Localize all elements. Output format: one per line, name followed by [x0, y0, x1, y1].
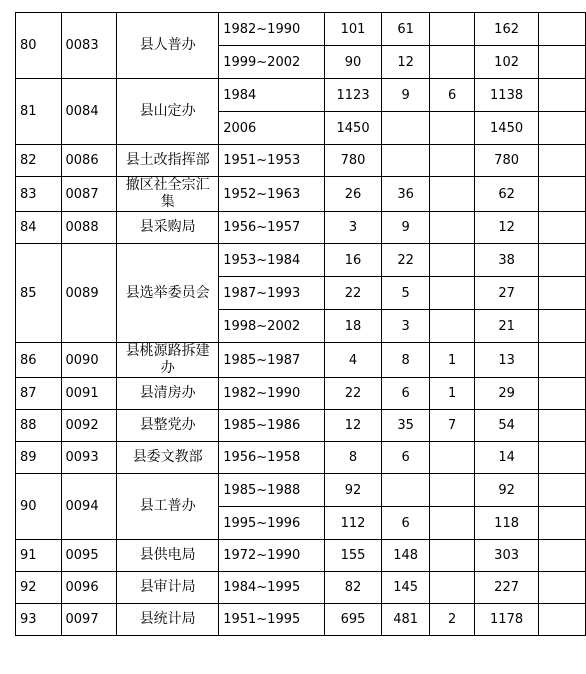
unit-name-cell: 县审计局: [117, 572, 219, 604]
period-cell: 1952~1963: [219, 177, 325, 212]
remark-cell: [538, 474, 585, 507]
count-a-cell: 101: [324, 13, 382, 46]
table-row: [16, 604, 586, 636]
count-a-cell: 3: [324, 212, 382, 244]
count-a-cell: 12: [324, 410, 382, 442]
count-a-cell: 22: [324, 277, 382, 310]
total-cell: 54: [475, 410, 538, 442]
count-a-cell: 22: [324, 378, 382, 410]
count-b-cell: 6: [382, 507, 430, 540]
period-cell: 1982~1990: [219, 378, 325, 410]
count-b-cell: 148: [382, 540, 430, 572]
table-row: [16, 378, 586, 410]
row-number-cell: 87: [16, 378, 62, 410]
count-b-cell: 9: [382, 212, 430, 244]
remark-cell: [538, 46, 585, 79]
count-b-cell: 12: [382, 46, 430, 79]
unit-name-cell: 撤区社全宗汇集: [117, 177, 219, 212]
count-c-cell: [430, 277, 475, 310]
table-row: [16, 572, 586, 604]
period-cell: 1982~1990: [219, 13, 325, 46]
unit-name-cell: 县整党办: [117, 410, 219, 442]
unit-name-cell: 县山定办: [117, 79, 219, 145]
fonds-code-cell: 0083: [61, 13, 117, 79]
count-c-cell: 1: [430, 343, 475, 378]
count-c-cell: 2: [430, 604, 475, 636]
count-a-cell: 82: [324, 572, 382, 604]
unit-name-cell: 县选举委员会: [117, 244, 219, 343]
row-number-cell: 82: [16, 145, 62, 177]
count-b-cell: 6: [382, 378, 430, 410]
period-cell: 1984: [219, 79, 325, 112]
count-c-cell: 6: [430, 79, 475, 112]
row-number-cell: 86: [16, 343, 62, 378]
unit-name-cell: 县人普办: [117, 13, 219, 79]
unit-name-cell: 县土改指挥部: [117, 145, 219, 177]
fonds-code-cell: 0084: [61, 79, 117, 145]
archive-table: [15, 12, 586, 636]
row-number-cell: 90: [16, 474, 62, 540]
period-cell: 1985~1988: [219, 474, 325, 507]
count-c-cell: [430, 474, 475, 507]
total-cell: 13: [475, 343, 538, 378]
count-a-cell: 26: [324, 177, 382, 212]
period-cell: 1956~1958: [219, 442, 325, 474]
table-row: [16, 410, 586, 442]
total-cell: 12: [475, 212, 538, 244]
count-a-cell: 780: [324, 145, 382, 177]
total-cell: 118: [475, 507, 538, 540]
row-number-cell: 81: [16, 79, 62, 145]
unit-name-cell: 县桃源路拆建办: [117, 343, 219, 378]
row-number-cell: 88: [16, 410, 62, 442]
unit-name-cell: 县采购局: [117, 212, 219, 244]
count-c-cell: [430, 507, 475, 540]
period-cell: 2006: [219, 112, 325, 145]
count-a-cell: 112: [324, 507, 382, 540]
period-cell: 1995~1996: [219, 507, 325, 540]
count-a-cell: 1123: [324, 79, 382, 112]
count-c-cell: [430, 442, 475, 474]
count-a-cell: 8: [324, 442, 382, 474]
unit-name-cell: 县清房办: [117, 378, 219, 410]
count-b-cell: 22: [382, 244, 430, 277]
total-cell: 21: [475, 310, 538, 343]
total-cell: 227: [475, 572, 538, 604]
count-b-cell: 3: [382, 310, 430, 343]
row-number-cell: 84: [16, 212, 62, 244]
count-a-cell: 1450: [324, 112, 382, 145]
count-c-cell: [430, 177, 475, 212]
remark-cell: [538, 540, 585, 572]
total-cell: 27: [475, 277, 538, 310]
count-c-cell: 1: [430, 378, 475, 410]
count-c-cell: [430, 244, 475, 277]
period-cell: 1956~1957: [219, 212, 325, 244]
period-cell: 1998~2002: [219, 310, 325, 343]
unit-name-cell: 县委文教部: [117, 442, 219, 474]
period-cell: 1953~1984: [219, 244, 325, 277]
remark-cell: [538, 79, 585, 112]
fonds-code-cell: 0093: [61, 442, 117, 474]
unit-name-cell: 县工普办: [117, 474, 219, 540]
total-cell: 29: [475, 378, 538, 410]
count-a-cell: 4: [324, 343, 382, 378]
total-cell: 102: [475, 46, 538, 79]
count-c-cell: [430, 572, 475, 604]
remark-cell: [538, 177, 585, 212]
count-a-cell: 90: [324, 46, 382, 79]
row-number-cell: 93: [16, 604, 62, 636]
period-cell: 1972~1990: [219, 540, 325, 572]
count-a-cell: 16: [324, 244, 382, 277]
row-number-cell: 83: [16, 177, 62, 212]
fonds-code-cell: 0094: [61, 474, 117, 540]
period-cell: 1985~1987: [219, 343, 325, 378]
count-b-cell: [382, 474, 430, 507]
total-cell: 14: [475, 442, 538, 474]
remark-cell: [538, 410, 585, 442]
count-b-cell: 36: [382, 177, 430, 212]
count-a-cell: 92: [324, 474, 382, 507]
unit-name-cell: 县统计局: [117, 604, 219, 636]
fonds-code-cell: 0096: [61, 572, 117, 604]
fonds-code-cell: 0089: [61, 244, 117, 343]
remark-cell: [538, 145, 585, 177]
fonds-code-cell: 0091: [61, 378, 117, 410]
count-c-cell: 7: [430, 410, 475, 442]
table-row: [16, 442, 586, 474]
period-cell: 1985~1986: [219, 410, 325, 442]
remark-cell: [538, 277, 585, 310]
count-a-cell: 18: [324, 310, 382, 343]
period-cell: 1987~1993: [219, 277, 325, 310]
table-row: [16, 79, 586, 112]
count-b-cell: 145: [382, 572, 430, 604]
table-row: [16, 343, 586, 378]
period-cell: 1951~1995: [219, 604, 325, 636]
remark-cell: [538, 212, 585, 244]
period-cell: 1999~2002: [219, 46, 325, 79]
total-cell: 1450: [475, 112, 538, 145]
table-row: [16, 212, 586, 244]
table-row: [16, 13, 586, 46]
total-cell: 92: [475, 474, 538, 507]
count-c-cell: [430, 46, 475, 79]
fonds-code-cell: 0092: [61, 410, 117, 442]
count-b-cell: [382, 145, 430, 177]
period-cell: 1984~1995: [219, 572, 325, 604]
count-c-cell: [430, 212, 475, 244]
fonds-code-cell: 0095: [61, 540, 117, 572]
total-cell: 38: [475, 244, 538, 277]
archive-table-container: [15, 12, 586, 636]
row-number-cell: 92: [16, 572, 62, 604]
count-c-cell: [430, 540, 475, 572]
remark-cell: [538, 442, 585, 474]
count-c-cell: [430, 310, 475, 343]
unit-name-cell: 县供电局: [117, 540, 219, 572]
table-row: [16, 177, 586, 212]
fonds-code-cell: 0087: [61, 177, 117, 212]
count-b-cell: 6: [382, 442, 430, 474]
remark-cell: [538, 507, 585, 540]
table-row: [16, 474, 586, 507]
count-c-cell: [430, 145, 475, 177]
count-b-cell: [382, 112, 430, 145]
total-cell: 1138: [475, 79, 538, 112]
count-c-cell: [430, 13, 475, 46]
count-a-cell: 155: [324, 540, 382, 572]
remark-cell: [538, 572, 585, 604]
remark-cell: [538, 604, 585, 636]
period-cell: 1951~1953: [219, 145, 325, 177]
table-row: [16, 244, 586, 277]
row-number-cell: 85: [16, 244, 62, 343]
count-b-cell: 5: [382, 277, 430, 310]
fonds-code-cell: 0086: [61, 145, 117, 177]
fonds-code-cell: 0088: [61, 212, 117, 244]
fonds-code-cell: 0097: [61, 604, 117, 636]
remark-cell: [538, 310, 585, 343]
remark-cell: [538, 13, 585, 46]
table-row: [16, 145, 586, 177]
total-cell: 62: [475, 177, 538, 212]
row-number-cell: 91: [16, 540, 62, 572]
remark-cell: [538, 378, 585, 410]
remark-cell: [538, 244, 585, 277]
remark-cell: [538, 343, 585, 378]
row-number-cell: 80: [16, 13, 62, 79]
count-b-cell: 35: [382, 410, 430, 442]
total-cell: 1178: [475, 604, 538, 636]
count-b-cell: 8: [382, 343, 430, 378]
total-cell: 303: [475, 540, 538, 572]
count-b-cell: 61: [382, 13, 430, 46]
total-cell: 780: [475, 145, 538, 177]
count-b-cell: 9: [382, 79, 430, 112]
count-b-cell: 481: [382, 604, 430, 636]
total-cell: 162: [475, 13, 538, 46]
count-a-cell: 695: [324, 604, 382, 636]
remark-cell: [538, 112, 585, 145]
fonds-code-cell: 0090: [61, 343, 117, 378]
count-c-cell: [430, 112, 475, 145]
row-number-cell: 89: [16, 442, 62, 474]
table-row: [16, 540, 586, 572]
